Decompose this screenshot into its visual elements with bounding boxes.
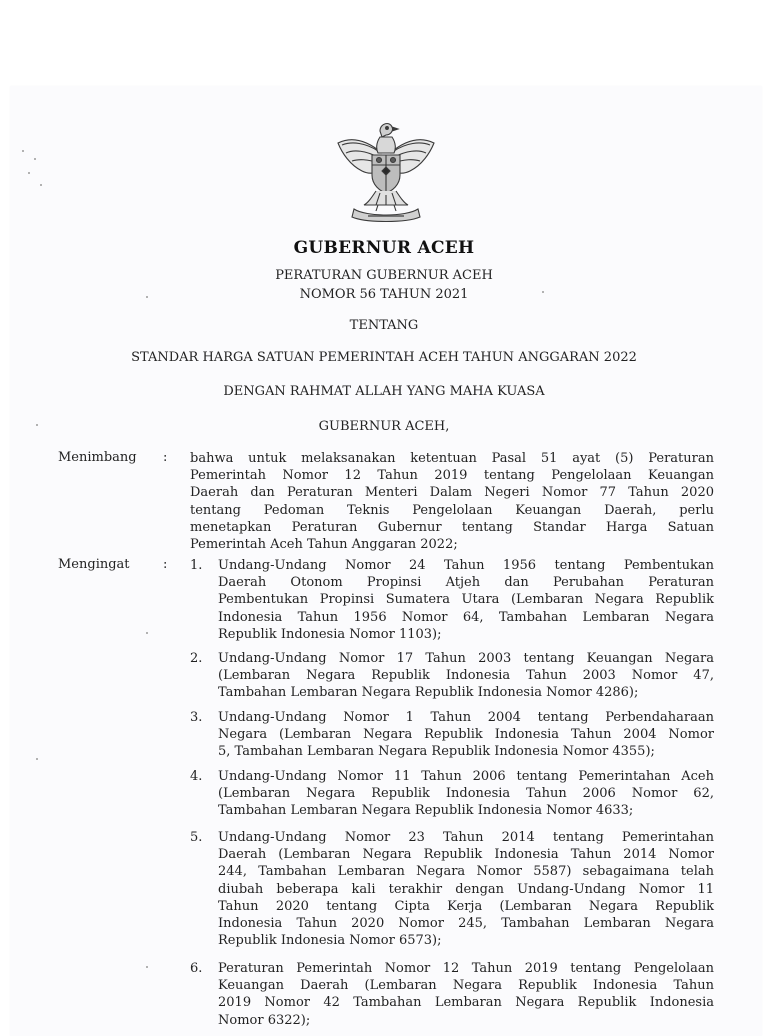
item-line: Undang-Undang Nomor 1 Tahun 2004 tentang Perbendaharaan [218,710,714,725]
menimbang-paragraph [190,450,714,553]
item-line: Undang-Undang Nomor 17 Tahun 2003 tentang Keuangan Negara [218,651,714,666]
item-number: 4. [190,769,203,784]
page-title: GUBERNUR ACEH [293,238,475,258]
scan-speck [22,150,24,152]
item-line: Tambahan Lembaran Negara Republik Indonesia Nomor 4633; [218,803,634,819]
item-line: Undang-Undang Nomor 23 Tahun 2014 tentang Pemerintahan [218,830,714,845]
item-line: Daerah (Lembaran Negara Republik Indonesia Tahun 2014 Nomor [218,847,714,863]
item-line: Tambahan Lembaran Negara Republik Indonesia Nomor 4286); [218,685,639,701]
paragraph-line: tentang Pedoman Teknis Pengelolaan Keuangan Daerah, perlu [190,502,714,518]
garuda-emblem-icon [332,113,440,225]
list-item [190,557,714,643]
scan-speck [146,966,148,968]
paragraph-line: Pemerintah Aceh Tahun Anggaran 2022; [190,537,458,553]
about-heading: TENTANG [349,318,419,333]
list-item [190,709,714,761]
paragraph-line: Pemerintah Nomor 12 Tahun 2019 tentang Pengelolaan Keuangan [190,468,714,484]
item-number: 2. [190,651,203,666]
item-number: 3. [190,710,203,725]
blessing-line: DENGAN RAHMAT ALLAH YANG MAHA KUASA [223,384,545,399]
list-item [190,960,714,1029]
list-item [190,829,714,949]
item-line: 5, Tambahan Lembaran Negara Republik Indonesia Nomor 4355); [218,744,655,760]
mengingat-colon: : [163,557,168,572]
scan-speck [28,172,30,174]
mengingat-label: Mengingat [58,557,130,572]
menimbang-colon: : [163,450,168,465]
item-number: 1. [190,558,203,573]
item-number: 6. [190,961,203,976]
paragraph-line: menetapkan Peraturan Gubernur tentang Standar Harga Satuan [190,519,714,535]
menimbang-label: Menimbang [58,450,137,465]
governor-heading: GUBERNUR ACEH, [318,419,450,434]
item-line: Tahun 2020 tentang Cipta Kerja (Lembaran Negara Republik [218,898,714,914]
regulation-subject: STANDAR HARGA SATUAN PEMERINTAH ACEH TAHUN ANGGARAN 2022 [131,350,637,365]
item-line: Nomor 6322); [218,1012,311,1028]
item-line: (Lembaran Negara Republik Indonesia Tahun 2006 Nomor 62, [218,786,714,802]
paragraph-line: bahwa untuk melaksanakan ketentuan Pasal 51 ayat (5) Peraturan [190,451,714,466]
scan-speck [40,184,42,186]
item-number: 5. [190,830,203,845]
item-line: Republik Indonesia Nomor 6573); [218,933,442,949]
item-line: Undang-Undang Nomor 24 Tahun 1956 tentang Pembentukan [218,558,714,573]
list-item [190,650,714,702]
item-line: Keuangan Daerah (Lembaran Negara Republik Indonesia Tahun [218,978,714,994]
regulation-number: NOMOR 56 TAHUN 2021 [299,287,469,302]
item-line: 244, Tambahan Lembaran Negara Nomor 5587) sebagaimana telah [218,864,714,880]
item-line: (Lembaran Negara Republik Indonesia Tahun 2003 Nomor 47, [218,668,714,684]
item-line: Daerah Otonom Propinsi Atjeh dan Perubahan Peraturan [218,575,714,591]
item-line: Pembentukan Propinsi Sumatera Utara (Lembaran Negara Republik [218,592,714,608]
regulation-type: PERATURAN GUBERNUR ACEH [275,268,493,283]
scan-speck [36,758,38,760]
list-item [190,768,714,820]
item-line: diubah beberapa kali terakhir dengan Undang-Undang Nomor 11 [218,881,714,897]
item-line: Republik Indonesia Nomor 1103); [218,626,442,642]
item-line: Peraturan Pemerintah Nomor 12 Tahun 2019 tentang Pengelolaan [218,961,714,976]
item-line: Indonesia Tahun 2020 Nomor 245, Tambahan Lembaran Negara [218,916,714,932]
scan-speck [146,632,148,634]
item-line: Negara (Lembaran Negara Republik Indonesia Tahun 2004 Nomor [218,727,714,743]
scan-speck [34,158,36,160]
item-line: 2019 Nomor 42 Tambahan Lembaran Negara Republik Indonesia [218,995,714,1011]
item-line: Indonesia Tahun 1956 Nomor 64, Tambahan Lembaran Negara [218,609,714,625]
item-line: Undang-Undang Nomor 11 Tahun 2006 tentang Pemerintahan Aceh [218,769,714,784]
paragraph-line: Daerah dan Peraturan Menteri Dalam Negeri Nomor 77 Tahun 2020 [190,485,714,501]
